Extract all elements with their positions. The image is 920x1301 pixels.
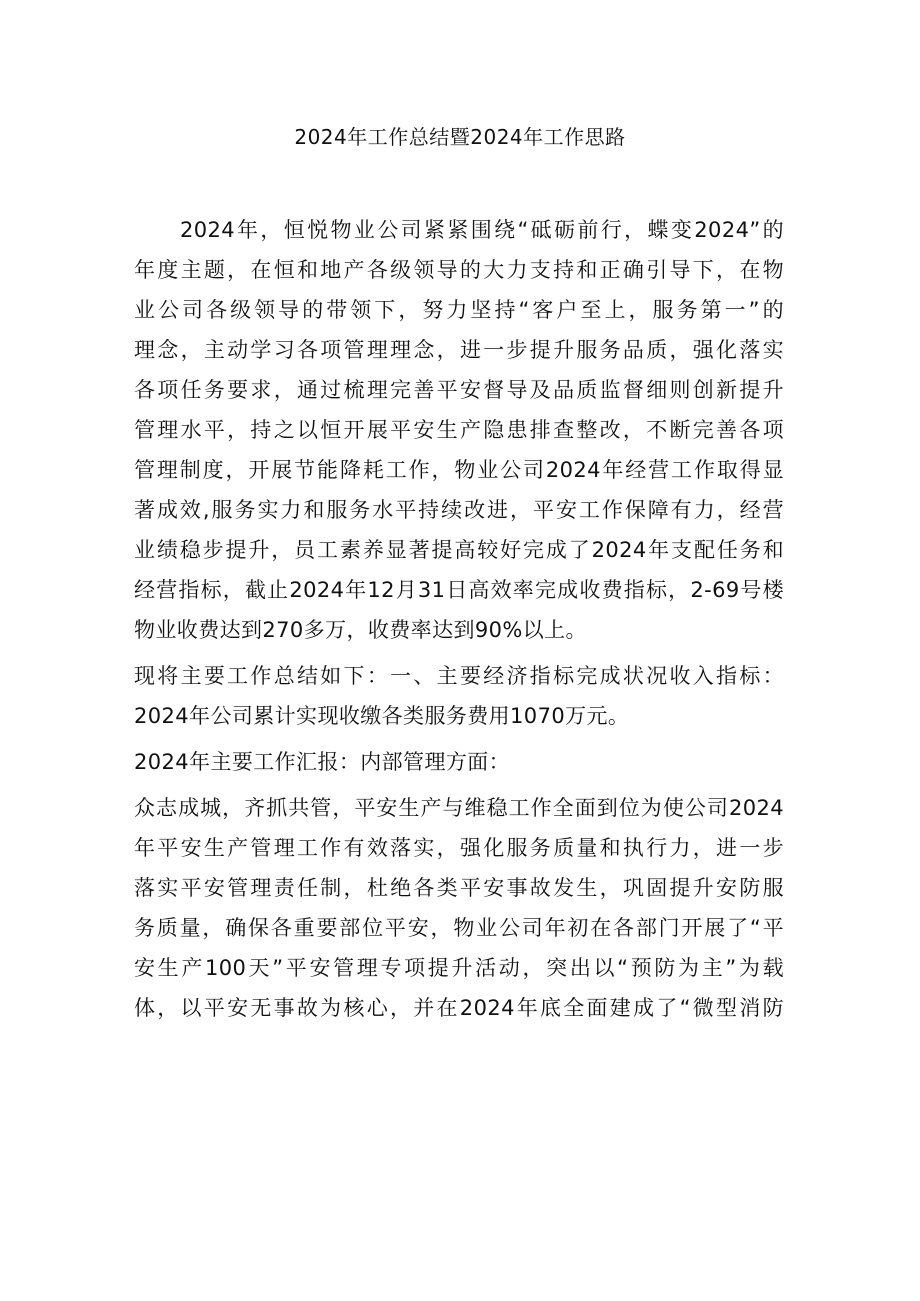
document-body — [134, 210, 784, 1028]
text-line: 务质量，确保各重要部位平安，物业公司年初在各部门开展了“平 — [134, 916, 784, 940]
document-title: 2024年工作总结暨2024年工作思路 — [294, 125, 626, 149]
text-line: 各项任务要求，通过梳理完善平安督导及品质监督细则创新提升 — [134, 378, 784, 402]
paragraph-safety — [134, 788, 784, 1028]
text-line: 年平安生产管理工作有效落实，强化服务质量和执行力，进一步 — [134, 836, 784, 860]
text-line: 管理制度，开展节能降耗工作，物业公司2024年经营工作取得显 — [134, 458, 784, 482]
text-line: 2024年公司累计实现收缴各类服务费用1070万元。 — [134, 704, 630, 728]
text-line: 业绩稳步提升，员工素养显著提高较好完成了2024年支配任务和 — [134, 538, 784, 562]
text-line: 理念，主动学习各项管理理念，进一步提升服务品质，强化落实 — [134, 338, 784, 362]
text-line: 管理水平，持之以恒开展平安生产隐患排查整改，不断完善各项 — [134, 418, 784, 442]
paragraph-work-report — [134, 742, 784, 782]
text-line: 业公司各级领导的带领下，努力坚持“客户至上，服务第一”的 — [134, 298, 784, 322]
text-line: 落实平安管理责任制，杜绝各类平安事故发生，巩固提升安防服 — [134, 876, 784, 900]
text-line: 物业收费达到270多万，收费率达到90%以上。 — [134, 618, 587, 642]
text-line: 著成效,服务实力和服务水平持续改进，平安工作保障有力，经营 — [134, 498, 784, 522]
text-line: 年度主题，在恒和地产各级领导的大力支持和正确引导下，在物 — [134, 258, 784, 282]
text-line: 体，以平安无事故为核心，并在2024年底全面建成了“微型消防 — [134, 996, 784, 1020]
text-line: 经营指标，截止2024年12月31日高效率完成收费指标，2-69号楼 — [134, 578, 784, 602]
text-line: 2024年，恒悦物业公司紧紧围绕“砥砺前行，蝶变2024”的 — [180, 218, 784, 242]
paragraph-summary-intro — [134, 656, 784, 736]
text-line: 安生产100天”平安管理专项提升活动，突出以“预防为主”为载 — [134, 956, 784, 980]
text-line: 众志成城，齐抓共管，平安生产与维稳工作全面到位为使公司2024 — [134, 796, 784, 820]
text-line: 现将主要工作总结如下：一、主要经济指标完成状况收入指标： — [134, 664, 784, 688]
text-line: 2024年主要工作汇报：内部管理方面： — [134, 750, 511, 774]
paragraph-intro — [134, 210, 784, 650]
